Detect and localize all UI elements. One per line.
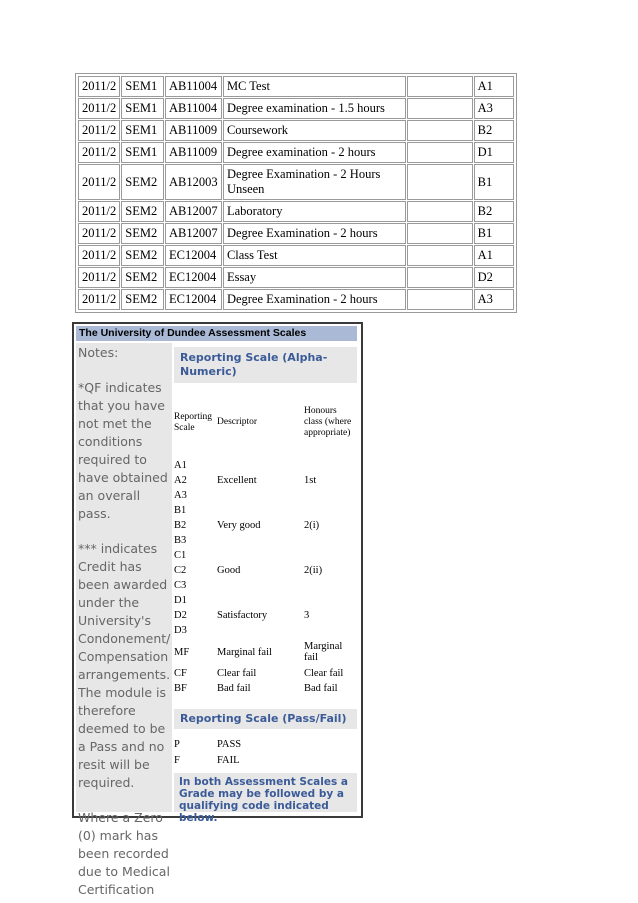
table-row [78, 164, 514, 200]
grade-row [174, 473, 357, 488]
grade-code: C2 [174, 565, 187, 576]
grade-descriptor: Marginal fail [217, 646, 272, 658]
blank-cell [407, 120, 472, 141]
grade-code: D1 [174, 595, 187, 606]
assessment-cell: Essay [223, 267, 406, 288]
table-row [78, 98, 514, 119]
year-cell: 2011/2 [78, 267, 120, 288]
semester-cell: SEM2 [121, 201, 164, 222]
grade-honours: 3 [304, 610, 310, 621]
assessment-cell: Degree examination - 1.5 hours [223, 98, 406, 119]
assessment-cell: Laboratory [223, 201, 406, 222]
year-cell: 2011/2 [78, 223, 120, 244]
grade-code: A2 [174, 475, 187, 486]
grade-cell: D2 [474, 267, 514, 288]
blank-cell [407, 289, 472, 310]
pf-label: PASS [217, 739, 242, 750]
notes-qf: *QF indicates that you have not met the conditions required to have obtained an overall pass. [78, 380, 168, 521]
pass-fail-table [174, 737, 357, 769]
grade-descriptor [217, 458, 304, 473]
blank-cell [407, 267, 472, 288]
grade-descriptor: Clear fail [217, 668, 257, 679]
assessment-scales-panel [72, 322, 363, 897]
table-row [78, 223, 514, 244]
assessment-cell: Class Test [223, 245, 406, 266]
module-cell: AB11009 [165, 120, 222, 141]
grade-honours [304, 593, 357, 608]
year-cell: 2011/2 [78, 120, 120, 141]
grade-descriptor [217, 488, 304, 503]
pf-code: P [174, 739, 180, 750]
semester-cell: SEM2 [121, 164, 164, 200]
grade-honours [304, 623, 357, 638]
notes-zero-mark: Where a Zero (0) mark has been recorded due to Medical Certification [78, 810, 170, 897]
module-cell: EC12004 [165, 289, 222, 310]
grade-descriptor [217, 593, 304, 608]
blank-cell [407, 245, 472, 266]
grade-descriptor [217, 623, 304, 638]
module-cell: AB12007 [165, 201, 222, 222]
panel-title: The University of Dundee Assessment Scales [76, 326, 357, 341]
grade-descriptor: Excellent [217, 475, 257, 486]
pass-fail-row [174, 753, 357, 769]
table-row [78, 245, 514, 266]
semester-cell: SEM1 [121, 142, 164, 163]
grade-honours: 2(ii) [304, 565, 323, 576]
semester-cell: SEM2 [121, 289, 164, 310]
grade-descriptor: Satisfactory [217, 610, 268, 621]
semester-cell: SEM1 [121, 120, 164, 141]
header-honours-class: Honours class (where appropriate) [304, 406, 352, 438]
grade-row [174, 681, 357, 696]
year-cell: 2011/2 [78, 289, 120, 310]
module-cell: EC12004 [165, 267, 222, 288]
grade-code: C3 [174, 580, 187, 591]
grade-cell: B1 [474, 164, 514, 200]
grade-row [174, 666, 357, 681]
table-row [78, 142, 514, 163]
grade-code: MF [174, 646, 190, 658]
notes-column [76, 343, 172, 897]
table-row [78, 76, 514, 97]
semester-cell: SEM2 [121, 223, 164, 244]
grade-cell: A3 [474, 289, 514, 310]
grade-cell: A3 [474, 98, 514, 119]
grade-cell: D1 [474, 142, 514, 163]
grade-honours [304, 503, 357, 518]
grade-honours: 1st [304, 475, 317, 486]
notes-credit: *** indicates Credit has been awarded under the University's Condonement/ Compensation arrangements. The module is therefore deemed to be a Pass and no resit will be required. [78, 541, 171, 790]
year-cell: 2011/2 [78, 76, 120, 97]
grade-row [174, 518, 357, 533]
grade-row [174, 593, 357, 608]
grade-cell: B1 [474, 223, 514, 244]
grade-descriptor [217, 533, 304, 548]
grade-row [174, 608, 357, 623]
grade-honours: Marginal fail [304, 641, 343, 663]
header-descriptor: Descriptor [217, 417, 258, 427]
reporting-scale-heading: Reporting Scale (Alpha-Numeric) [174, 347, 357, 383]
grade-code: B2 [174, 520, 187, 531]
module-cell: AB12003 [165, 164, 222, 200]
grade-row [174, 488, 357, 503]
grade-scale-table [174, 387, 357, 696]
year-cell: 2011/2 [78, 201, 120, 222]
grade-code: CF [174, 668, 187, 679]
grade-row [174, 503, 357, 518]
pf-code: F [174, 755, 180, 766]
grade-honours [304, 488, 357, 503]
semester-cell: SEM2 [121, 245, 164, 266]
grade-row [174, 623, 357, 638]
grade-header-row [174, 387, 357, 458]
table-row [78, 267, 514, 288]
module-cell: AB12007 [165, 223, 222, 244]
pass-fail-heading: Reporting Scale (Pass/Fail) [174, 709, 357, 729]
grade-honours: Clear fail [304, 668, 344, 679]
pf-label: FAIL [217, 755, 240, 766]
semester-cell: SEM1 [121, 98, 164, 119]
grade-cell: A1 [474, 76, 514, 97]
grade-row [174, 563, 357, 578]
grade-cell: B2 [474, 120, 514, 141]
grade-honours [304, 548, 357, 563]
grade-code: BF [174, 683, 187, 694]
grade-code: C1 [174, 550, 187, 561]
grade-descriptor: Good [217, 565, 241, 576]
grade-descriptor [217, 548, 304, 563]
module-cell: AB11004 [165, 76, 222, 97]
assessment-cell: MC Test [223, 76, 406, 97]
year-cell: 2011/2 [78, 164, 120, 200]
grade-row [174, 533, 357, 548]
module-cell: EC12004 [165, 245, 222, 266]
results-table [75, 73, 517, 313]
grade-honours [304, 578, 357, 593]
grade-row [174, 638, 357, 666]
grade-honours [304, 533, 357, 548]
results-table-body [78, 76, 514, 310]
qualifying-code-note: In both Assessment Scales a Grade may be followed by a qualifying code indicated below. [174, 773, 357, 812]
grade-honours: 2(i) [304, 520, 320, 531]
year-cell: 2011/2 [78, 98, 120, 119]
grade-descriptor [217, 503, 304, 518]
grade-descriptor [217, 578, 304, 593]
blank-cell [407, 76, 472, 97]
assessment-cell: Degree Examination - 2 hours [223, 223, 406, 244]
blank-cell [407, 142, 472, 163]
grade-descriptor: Very good [217, 520, 261, 531]
grade-descriptor: Bad fail [217, 683, 251, 694]
grade-code: B1 [174, 505, 187, 516]
blank-cell [407, 201, 472, 222]
blank-cell [407, 164, 472, 200]
assessment-cell: Degree Examination - 2 Hours Unseen [223, 164, 406, 200]
grade-row [174, 458, 357, 473]
grade-cell: A1 [474, 245, 514, 266]
grade-code: D2 [174, 610, 187, 621]
grade-honours [304, 458, 357, 473]
semester-cell: SEM2 [121, 267, 164, 288]
header-reporting-scale: Reporting Scale [174, 411, 212, 433]
grade-cell: B2 [474, 201, 514, 222]
grade-code: A3 [174, 490, 187, 501]
blank-cell [407, 223, 472, 244]
module-cell: AB11009 [165, 142, 222, 163]
grade-row [174, 578, 357, 593]
grade-honours: Bad fail [304, 683, 338, 694]
grade-code: A1 [174, 460, 187, 471]
module-cell: AB11004 [165, 98, 222, 119]
assessment-cell: Coursework [223, 120, 406, 141]
assessment-cell: Degree Examination - 2 hours [223, 289, 406, 310]
table-row [78, 201, 514, 222]
semester-cell: SEM1 [121, 76, 164, 97]
assessment-cell: Degree examination - 2 hours [223, 142, 406, 163]
notes-heading: Notes: [78, 345, 119, 360]
scales-column [174, 343, 357, 824]
table-row [78, 120, 514, 141]
year-cell: 2011/2 [78, 245, 120, 266]
grade-row [174, 548, 357, 563]
grade-code: D3 [174, 625, 187, 636]
grade-code: B3 [174, 535, 187, 546]
year-cell: 2011/2 [78, 142, 120, 163]
table-row [78, 289, 514, 310]
pass-fail-row [174, 737, 357, 753]
blank-cell [407, 98, 472, 119]
